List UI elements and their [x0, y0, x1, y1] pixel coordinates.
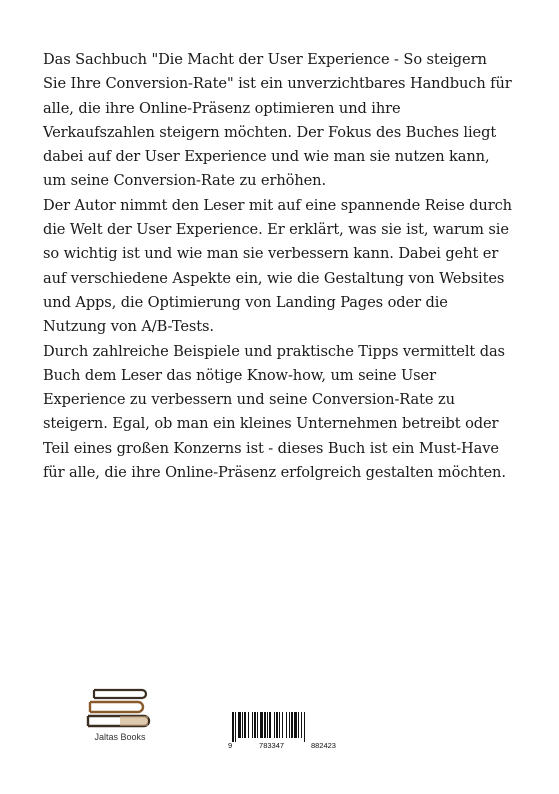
barcode-bar	[232, 712, 234, 742]
barcode-bar	[291, 712, 293, 738]
barcode-bars	[228, 712, 336, 742]
barcode-bar	[248, 712, 249, 738]
barcode-bar	[257, 712, 258, 738]
barcode-bar	[252, 712, 253, 738]
barcode-bar	[289, 712, 290, 738]
barcode-digit-group-1: 783347	[259, 741, 285, 750]
paragraph-2: Der Autor nimmt den Leser mit auf eine spannende Reise durch die Welt der User Experience. Er erklärt, was sie ist, warum sie so wichtig ist und wie man sie verbessern kann. Dabei geht er auf verschiedene Aspekte ein, wie die Gestaltung von Websites und Apps, die Optimierung von Landing Pages oder die Nutzung von A/B-Tests.	[43, 196, 512, 336]
barcode-bar	[276, 712, 278, 738]
blurb-text	[43, 48, 513, 485]
barcode-bar	[254, 712, 256, 738]
barcode-bar	[294, 712, 297, 738]
barcode-bar	[267, 712, 268, 738]
barcode-bar	[238, 712, 241, 738]
barcode-bar	[244, 712, 246, 738]
stacked-books-icon	[80, 676, 160, 732]
barcode-bar	[286, 712, 287, 738]
paragraph-3: Durch zahlreiche Beispiele und praktische Tipps vermittelt das Buch dem Leser das nötige Know-how, um seine User Experience zu verbessern und seine Conversion-Rate zu steigern. Egal, ob man ein kleines Unternehmen betreibt oder Teil eines großen Konzerns ist - dieses Buch ist ein Must-Have für alle, die ihre Online-Präsenz erfolgreich gestalten möchten.	[43, 342, 506, 482]
barcode-bar	[304, 712, 305, 742]
barcode-bar	[235, 712, 236, 742]
barcode-bar	[269, 712, 271, 738]
publisher-logo	[80, 676, 160, 746]
paragraph-1: Das Sachbuch "Die Macht der User Experience - So steigern Sie Ihre Conversion-Rate" ist ein unverzichtbares Handbuch für alle, die ihre Online-Präsenz optimieren und ihre Verkaufszahlen steigern möchten. Der Fokus des Buches liegt dabei auf der User Experience und wie man sie nutzen kann, um seine Conversion-Rate zu erhöhen.	[43, 51, 512, 190]
barcode-digits	[228, 741, 336, 750]
barcode-bar	[260, 712, 263, 738]
barcode-bar	[242, 712, 243, 738]
barcode-bar	[282, 712, 283, 738]
barcode-bar	[301, 712, 302, 738]
barcode-bar	[279, 712, 280, 738]
barcode-bar	[264, 712, 266, 738]
barcode-digit-lead: 9	[228, 741, 233, 750]
barcode-bar	[298, 712, 299, 738]
barcode-bar	[274, 712, 275, 738]
isbn-barcode	[228, 712, 336, 752]
barcode-digit-group-2: 882423	[310, 741, 336, 750]
publisher-name: Jaltas Books	[94, 732, 146, 742]
